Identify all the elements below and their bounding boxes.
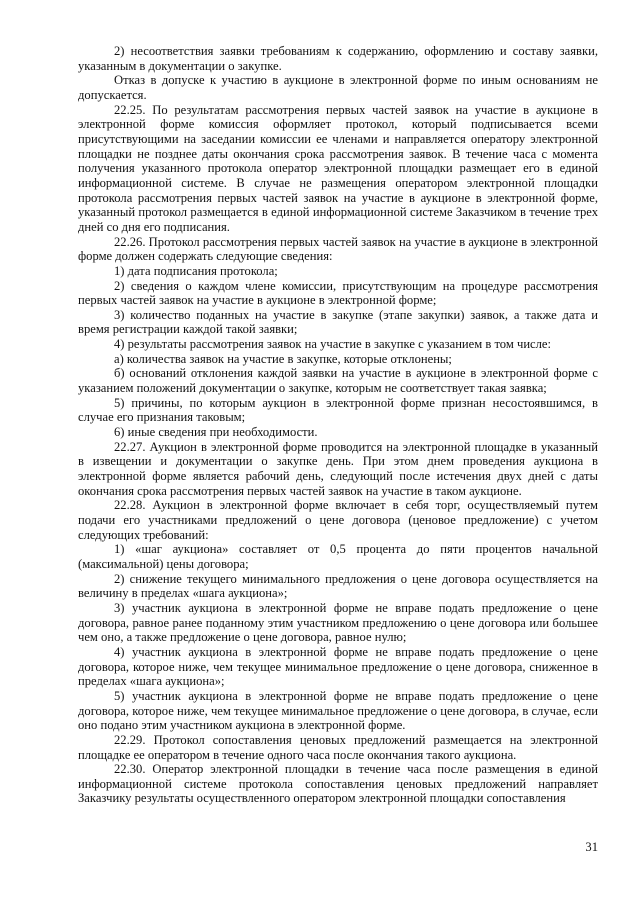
paragraph-22-25: 22.25. По результатам рассмотрения первых частей заявок на участие в аукционе в электронной форме комиссия оформляет протокол, который подписывается всеми присутствующими на заседании комиссии ее членами и направляется оператору электронной площадки не позднее даты окончания срока рассмотрения заявок. В течение часа с момента получения указанного протокола оператор электронной площадки размещает его в единой информационной системе. В случае не размещения оператором электронной площадки протокола рассмотрения первых частей заявок на участие в аукционе в электронной форме, указанный протокол размещается в единой информационной системе Заказчиком в течение трех дней со дня его подписания. bbox=[78, 102, 598, 234]
list-item-4-results: 4) результаты рассмотрения заявок на участие в закупке с указанием в том числе: bbox=[114, 337, 552, 352]
list-item-1-auction-step: 1) «шаг аукциона» составляет от 0,5 процента до пяти процентов начальной (максимальной) цены договора; bbox=[78, 542, 598, 571]
list-item-2-price-reduction: 2) снижение текущего минимального предложения о цене договора осуществляется на величину в пределах «шага аукциона»; bbox=[78, 571, 598, 601]
paragraph-22-26: 22.26. Протокол рассмотрения первых частей заявок на участие в аукционе в электронной форме должен содержать следующие сведения: bbox=[78, 234, 598, 264]
list-item-3-number-of-bids: 3) количество поданных на участие в закупке (этапе закупки) заявок, а также дата и время регистрации каждой такой заявки; bbox=[78, 307, 598, 337]
list-item-2-commission-members: 2) сведения о каждом члене комиссии, присутствующим на процедуре рассмотрения первых частей заявок на участие в аукционе в электронной форме; bbox=[78, 278, 598, 308]
list-item-b-rejection-grounds: б) оснований отклонения каждой заявки на участие в аукционе в электронной форме с указанием положений документации о закупке, которым не соответствует такая заявка; bbox=[78, 366, 598, 396]
paragraph-2-nonconformity: 2) несоответствия заявки требованиям к содержанию, оформлению и составу заявки, указанным в документации о закупке. bbox=[78, 44, 598, 73]
list-item-5-current-minimum: 5) участник аукциона в электронной форме не вправе подать предложение о цене договора, которое ниже, чем текущее минимальное предложение о цене договора, в случае, если оно подано этим участником аукциона в электронной форме. bbox=[78, 688, 598, 733]
paragraph-22-28: 22.28. Аукцион в электронной форме включает в себя торг, осуществляемый путем подачи его участниками предложений о цене договора (ценовое предложение) с учетом следующих требований: bbox=[78, 498, 598, 542]
page-number: 31 bbox=[585, 840, 598, 854]
document-page bbox=[78, 44, 598, 806]
list-item-a-rejected-count: а) количества заявок на участие в закупке, которые отклонены; bbox=[114, 351, 452, 366]
paragraph-refusal-other-grounds: Отказ в допуске к участию в аукционе в электронной форме по иным основаниям не допускается. bbox=[78, 73, 598, 102]
paragraph-22-30: 22.30. Оператор электронной площадки в течение часа после размещения в единой информационной системе протокола сопоставления ценовых предложений направляет Заказчику результаты осуществленного оператором электронной площадки сопоставления bbox=[78, 762, 598, 806]
paragraph-22-27: 22.27. Аукцион в электронной форме проводится на электронной площадке в указанный в извещении и документации о закупке день. При этом днем проведения аукциона в электронной форме является рабочий день, следующий после истечения двух дней с даты окончания срока рассмотрения первых частей заявок на участие в таком аукционе. bbox=[78, 439, 598, 498]
paragraph-22-29: 22.29. Протокол сопоставления ценовых предложений размещается на электронной площадке ее оператором в течение одного часа после окончания такого аукциона. bbox=[78, 732, 598, 762]
list-item-5-failure-reasons: 5) причины, по которым аукцион в электронной форме признан несостоявшимся, в случае его признания таковым; bbox=[78, 395, 598, 425]
list-item-1-signing-date: 1) дата подписания протокола; bbox=[114, 263, 278, 278]
list-item-6-other-info: 6) иные сведения при необходимости. bbox=[114, 425, 318, 440]
list-item-3-equal-offer: 3) участник аукциона в электронной форме не вправе подать предложение о цене договора, равное ранее поданному этим участником предложению о цене договора или большее чем оно, а также предложение о цене договора, равное нулю; bbox=[78, 600, 598, 645]
list-item-4-lower-offer: 4) участник аукциона в электронной форме не вправе подать предложение о цене договора, которое ниже, чем текущее минимальное предложение о цене договора, сниженное в пределах «шага аукциона»; bbox=[78, 644, 598, 689]
